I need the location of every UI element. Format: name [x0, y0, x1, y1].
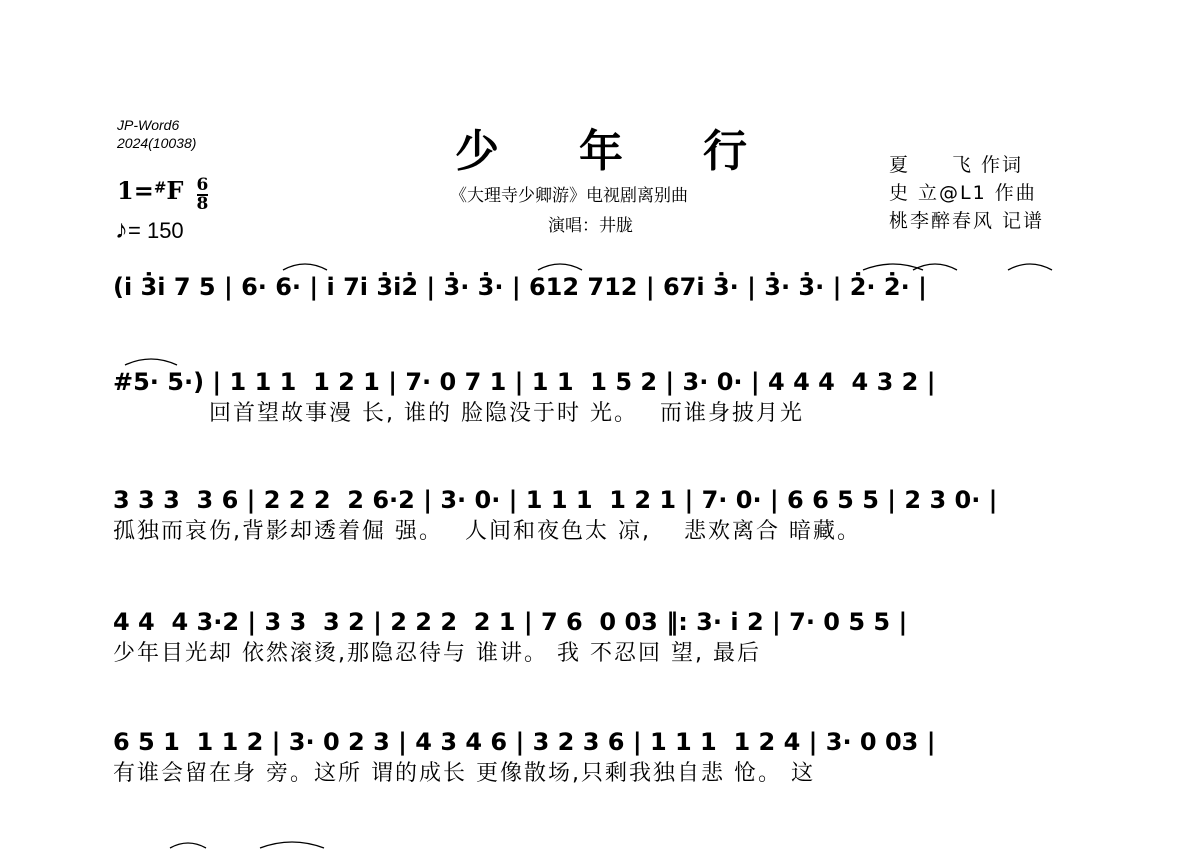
- tempo-value: = 150: [128, 218, 184, 243]
- slur-marks: [113, 353, 313, 367]
- software-label: JP-Word6: [117, 117, 180, 133]
- notes: 3 3 3 3 6 | 2 2 2 2 6·2 | 3· 0· | 1 1 1 1 2 1 | 7· 0· | 6 6 5 5 | 2 3 0· |: [113, 486, 998, 514]
- score-line-3: [113, 483, 1088, 547]
- score-line-2: [113, 365, 1088, 429]
- key-signature: [117, 176, 208, 213]
- time-top: 6: [196, 174, 209, 195]
- subtitle: 《大理寺少卿游》电视剧离别曲: [450, 186, 688, 206]
- page-title: 少年行: [455, 126, 827, 177]
- lyrics: 孤独而哀伤,背影却透着倔 强。 人间和夜色太 凉, 悲欢离合 暗藏。: [113, 519, 861, 544]
- score-line-1: [113, 270, 1088, 304]
- key-note: F: [166, 176, 184, 205]
- singer-credit: 演唱：井胧: [548, 216, 633, 236]
- lyricist-credit: 夏 飞 作词: [889, 154, 1024, 176]
- key-label: 1=: [117, 176, 154, 205]
- time-bottom: 8: [196, 193, 209, 214]
- notes: 4 4 4 3·2 | 3 3 3 2 | 2 2 2 2 1 | 7 6 0 03 ‖: 3· i̇ 2 | 7· 0 5 5 |: [113, 608, 908, 636]
- lyrics: 少年目光却 依然滚烫,那隐忍待与 谁讲。 我 不忍回 望, 最后: [113, 641, 761, 666]
- slur-marks: [113, 258, 1088, 272]
- notes: 6 5 1 1 1 2 | 3· 0 2 3 | 4 3 4 6 | 3 2 3 6 | 1 1 1 1 2 4 | 3· 0 03 |: [113, 728, 936, 756]
- tempo-mark: [115, 214, 184, 245]
- sharp-icon: #: [153, 178, 167, 197]
- score-line-5: [113, 725, 1088, 789]
- version-date: 2024(10038): [117, 135, 197, 151]
- time-signature: [196, 174, 209, 214]
- notes: (i̇ 3̇i̇ 7 5 | 6· 6· | i̇ 7i̇ 3̇i̇2̇ | 3̇· 3̇· | 612 712 | 67i̇ 3̇· | 3̇· 3̇· | 2̇· 2̇· |: [113, 273, 927, 301]
- score-line-4: [113, 605, 1088, 669]
- notes: #5· 5·) | 1 1 1 1 2 1 | 7· 0 7 1 | 1 1 1 5 2 | 3· 0· | 4 4 4 4 3 2 |: [113, 368, 936, 396]
- transcriber-credit: 桃李醉春风 记谱: [889, 210, 1045, 232]
- next-line-slurs: [160, 836, 360, 850]
- lyrics: 有谁会留在身 旁。这所 谓的成长 更像散场,只剩我独自悲 怆。 这: [113, 761, 815, 786]
- composer-credit: 史 立@L1 作曲: [889, 182, 1037, 204]
- lyrics: 回首望故事漫 长, 谁的 脸隐没于时 光。 而谁身披月光: [113, 401, 804, 426]
- eighth-note-icon: ♪: [115, 214, 128, 244]
